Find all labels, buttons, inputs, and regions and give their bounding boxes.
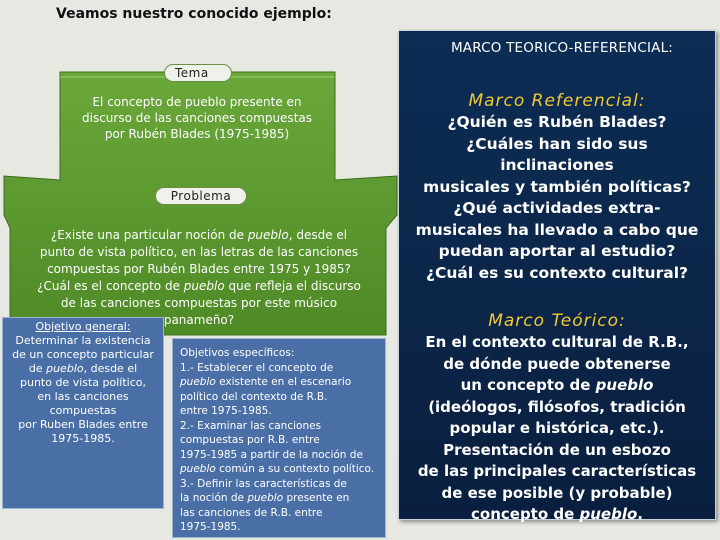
referencial-line: musicales y también políticas? <box>423 177 691 196</box>
objetivos-especificos-line: 2.- Examinar las canciones <box>180 419 322 432</box>
problema-text <box>14 227 384 329</box>
objetivos-especificos-line: político del contexto de R.B. <box>180 390 328 403</box>
marco-teorico-referencial-panel <box>398 30 716 523</box>
italic-term: pueblo <box>180 376 216 388</box>
objetivo-general-line: punto de vista político, <box>19 376 147 389</box>
text-span: un concepto de <box>460 376 596 394</box>
problema-line: de las canciones compuestas por este músico <box>60 296 338 310</box>
objetivos-especificos-line <box>180 375 381 390</box>
text-span: existente en el escenario <box>215 376 352 388</box>
referencial-line: ¿Quién es Rubén Blades? <box>447 113 667 131</box>
objetivo-general-line: en las canciones compuestas <box>37 390 129 417</box>
objetivos-especificos-line <box>180 491 381 506</box>
referencial-line: ¿Cuáles han sido sus inclinaciones <box>466 134 648 174</box>
text-span: . <box>637 505 643 523</box>
objetivo-general-line: de un concepto particular <box>12 348 154 361</box>
objetivos-especificos-line: las canciones de R.B. entre <box>180 506 323 519</box>
objetivos-especificos-line: 1975-1985 a partir de la noción de <box>180 448 363 461</box>
marco-referencial-section <box>399 90 715 284</box>
objetivos-especificos-line: compuestas por R.B. entre <box>180 434 320 446</box>
italic-term: pueblo <box>579 505 638 523</box>
text-span: la noción de <box>180 492 248 504</box>
teorico-line: (ideólogos, filósofos, tradición <box>428 397 686 416</box>
objetivos-especificos-title: Objetivos específicos: <box>180 347 295 359</box>
tema-tag: Tema <box>164 64 232 82</box>
referencial-line: musicales ha llevado a cabo que <box>415 220 699 239</box>
objetivo-general-line: por Ruben Blades entre <box>18 418 148 431</box>
referencial-line: puedan aportar al estudio? <box>438 242 676 260</box>
marco-teorico-section <box>399 310 715 526</box>
teorico-line: de dónde puede obtenerse <box>443 354 671 373</box>
text-span: ¿Existe una particular noción de <box>50 228 248 242</box>
text-span: de <box>28 362 47 375</box>
teorico-line: de las principales características <box>417 462 697 480</box>
text-span: común a su contexto político. <box>215 463 375 475</box>
text-span: concepto de <box>471 505 580 523</box>
text-span: , desde el <box>83 362 138 375</box>
problema-line <box>14 227 384 244</box>
text-span: , desde el <box>288 228 348 242</box>
objetivos-especificos-line: 1975-1985. <box>180 521 241 533</box>
objetivo-general-line: Determinar la existencia <box>15 334 151 347</box>
slide-title: Veamos nuestro conocido ejemplo: <box>56 6 332 22</box>
text-span: presente en <box>283 492 350 504</box>
problema-line: compuestas por Rubén Blades entre 1975 y 1985? <box>47 262 351 276</box>
tema-text <box>66 94 328 142</box>
referencial-line: ¿Qué actividades extra- <box>453 199 661 217</box>
tema-line: El concepto de pueblo presente en <box>92 95 302 109</box>
teorico-line: En el contexto cultural de R.B., <box>425 333 689 351</box>
marco-referencial-heading: Marco Referencial: <box>468 91 646 111</box>
objetivos-especificos-line <box>180 462 381 477</box>
objetivo-general-line <box>3 362 163 376</box>
problema-line: punto de vista político, en las letras de las canciones <box>39 245 359 259</box>
italic-term: pueblo <box>247 228 289 242</box>
text-span: ¿Cuál es el concepto de <box>37 279 184 293</box>
marco-teorico-heading: Marco Teórico: <box>488 311 626 331</box>
italic-term: pueblo <box>46 362 84 375</box>
panel-header: MARCO TEORICO-REFERENCIAL: <box>450 40 674 56</box>
teorico-line: de ese posible (y probable) <box>441 483 673 502</box>
problema-line <box>14 278 384 295</box>
objetivos-especificos-line: entre 1975-1985. <box>180 405 272 417</box>
problema-tag: Problema <box>155 187 247 205</box>
tema-line: por Rubén Blades (1975-1985) <box>104 127 290 141</box>
teorico-line: popular e histórica, etc.). <box>449 419 665 437</box>
objetivos-especificos-box <box>172 338 386 538</box>
italic-term: pueblo <box>247 492 284 504</box>
teorico-line <box>407 504 707 526</box>
italic-term: pueblo <box>595 376 654 394</box>
objetivo-general-box <box>2 317 164 509</box>
objetivos-especificos-line: 3.- Definir las características de <box>180 477 347 490</box>
teorico-line <box>407 375 707 397</box>
objetivo-general-line: 1975-1985. <box>51 432 115 445</box>
problema-line: panameño? <box>163 313 235 327</box>
teorico-line: Presentación de un esbozo <box>443 440 671 459</box>
referencial-line: ¿Cuál es su contexto cultural? <box>426 263 688 282</box>
objetivos-especificos-line: 1.- Establecer el concepto de <box>180 361 334 374</box>
text-span: que refleja el discurso <box>224 279 361 293</box>
italic-term: pueblo <box>183 279 225 293</box>
tema-line: discurso de las canciones compuestas <box>82 111 312 125</box>
italic-term: pueblo <box>180 463 216 475</box>
objetivo-general-title: Objetivo general: <box>35 320 131 333</box>
